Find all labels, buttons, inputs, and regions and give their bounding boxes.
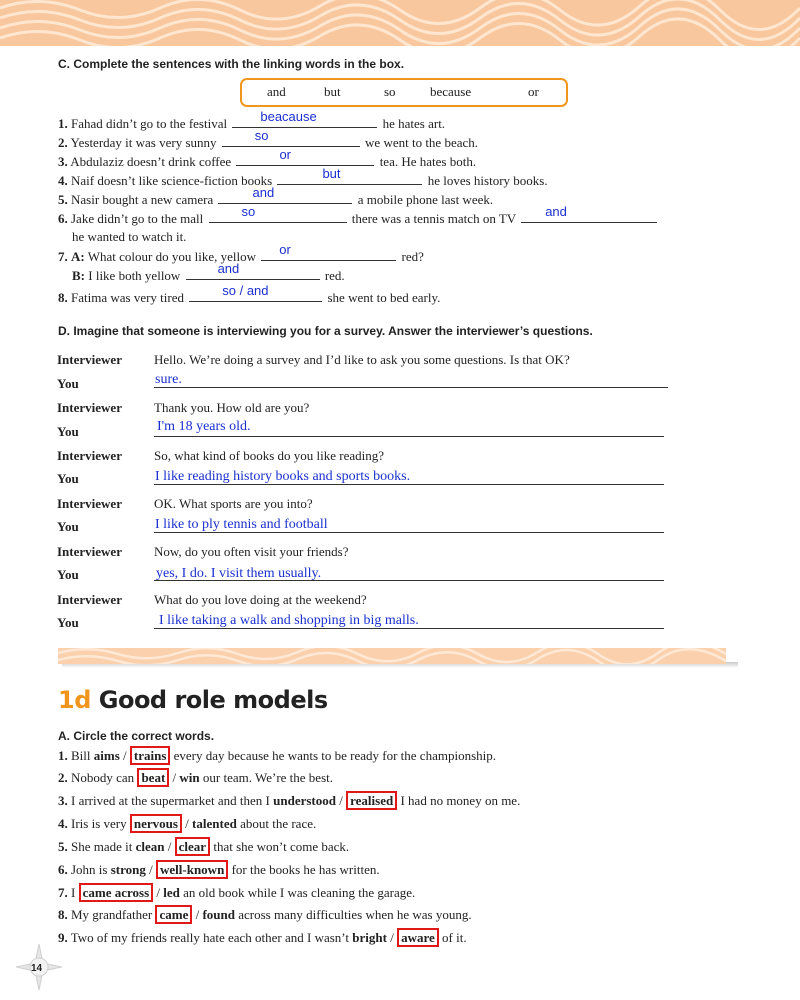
interviewer-label: Interviewer: [57, 592, 122, 607]
interviewer-label: Interviewer: [57, 400, 122, 415]
option-word[interactable]: aims: [93, 748, 120, 763]
circled-option[interactable]: came: [155, 905, 192, 924]
exercise-a-item-5: 5. She made it clean / clear that she won’t come back.: [58, 839, 350, 854]
handwritten-answer: or: [279, 147, 291, 162]
exercise-c-item-4: 4. Naif doesn’t like science-fiction books but he loves history books.: [58, 166, 548, 188]
you-label: You: [57, 519, 79, 534]
answer-line[interactable]: [154, 436, 664, 437]
box-word: and: [267, 84, 286, 99]
you-label: You: [57, 424, 79, 439]
circled-option[interactable]: well-known: [156, 860, 228, 879]
wave-pattern: [58, 648, 726, 664]
handwritten-answer: and: [545, 204, 567, 219]
option-word[interactable]: clean: [135, 839, 165, 854]
answer-line[interactable]: [154, 387, 668, 388]
interviewer-question: Now, do you often visit your friends?: [154, 544, 349, 559]
exercise-c-item-7a: 7. A: What colour do you like, yellow or red?: [58, 242, 424, 264]
handwritten-answer: I like to ply tennis and football: [155, 517, 328, 532]
option-word[interactable]: led: [163, 885, 180, 900]
box-word: so: [384, 84, 396, 99]
handwritten-answer: yes, I do. I visit them usually.: [156, 566, 322, 581]
you-label: You: [57, 471, 79, 486]
answer-blank[interactable]: [521, 204, 657, 223]
exercise-c-item-7b: B: I like both yellow and red.: [72, 261, 345, 283]
you-label: You: [57, 567, 79, 582]
exercise-a-item-7: 7. I came across / led an old book while I was cleaning the garage.: [58, 885, 416, 900]
option-word[interactable]: win: [179, 770, 200, 785]
section-a-title: A. Circle the correct words.: [58, 729, 215, 743]
interviewer-label: Interviewer: [57, 448, 122, 463]
circled-option[interactable]: realised: [346, 791, 397, 810]
answer-blank[interactable]: [189, 283, 322, 302]
section-c-title: C. Complete the sentences with the linking words in the box.: [58, 57, 405, 71]
answer-blank[interactable]: [277, 166, 422, 185]
handwritten-answer: so: [241, 204, 256, 219]
exercise-c-item-6-continued: he wanted to watch it.: [72, 229, 187, 244]
lesson-heading: [58, 686, 328, 714]
answer-blank[interactable]: [218, 185, 352, 204]
exercise-c-item-2: 2. Yesterday it was very sunny so we went to the beach.: [58, 128, 479, 150]
handwritten-answer: I like taking a walk and shopping in big malls.: [159, 613, 419, 628]
mid-decorative-band: [58, 648, 726, 664]
option-word[interactable]: talented: [192, 816, 237, 831]
you-label: You: [57, 376, 79, 391]
handwritten-answer: so / and: [222, 283, 269, 298]
circled-option[interactable]: nervous: [130, 814, 182, 833]
interviewer-question: Thank you. How old are you?: [154, 400, 310, 415]
exercise-c-item-1: 1. Fahad didn’t go to the festival beacause he hates art.: [58, 109, 446, 131]
answer-blank[interactable]: [236, 147, 374, 166]
box-word: or: [528, 84, 539, 99]
lesson-number: 1d: [58, 686, 91, 714]
handwritten-answer: I like reading history books and sports books.: [155, 469, 411, 484]
exercise-c-item-8: 8. Fatima was very tired so / and she went to bed early.: [58, 283, 441, 305]
top-decorative-band: [0, 0, 800, 46]
option-word[interactable]: understood: [273, 793, 336, 808]
handwritten-answer: and: [252, 185, 275, 200]
circled-option[interactable]: aware: [397, 928, 439, 947]
circled-option[interactable]: beat: [137, 768, 169, 787]
option-word[interactable]: found: [202, 907, 235, 922]
interviewer-question: So, what kind of books do you like reading?: [154, 448, 384, 463]
interviewer-question: Hello. We’re doing a survey and I’d like to ask you some questions. Is that OK?: [154, 352, 570, 367]
interviewer-label: Interviewer: [57, 352, 122, 367]
answer-blank[interactable]: [261, 242, 396, 261]
exercise-a-item-9: 9. Two of my friends really hate each other and I wasn’t bright / aware of it.: [58, 930, 467, 945]
handwritten-answer: sure.: [155, 372, 182, 387]
handwritten-answer: or: [279, 242, 291, 257]
handwritten-answer: but: [322, 166, 341, 181]
exercise-a-item-1: 1. Bill aims / trains every day because he wants to be ready for the championship.: [58, 748, 496, 763]
answer-blank[interactable]: [232, 109, 377, 128]
circled-option[interactable]: trains: [130, 746, 171, 765]
interviewer-question: OK. What sports are you into?: [154, 496, 313, 511]
exercise-a-item-8: 8. My grandfather came / found across many difficulties when he was young.: [58, 907, 472, 922]
section-d-title: D. Imagine that someone is interviewing you for a survey. Answer the interviewer’s questions.: [58, 324, 593, 338]
page-number: 14: [31, 963, 43, 974]
handwritten-answer: I'm 18 years old.: [157, 419, 251, 434]
exercise-c-item-3: 3. Abdulaziz doesn’t drink coffee or tea. He hates both.: [58, 147, 477, 169]
interviewer-label: Interviewer: [57, 496, 122, 511]
option-word[interactable]: strong: [110, 862, 146, 877]
handwritten-answer: and: [217, 261, 240, 276]
linking-words-box: [240, 78, 568, 107]
answer-blank[interactable]: [209, 204, 347, 223]
lesson-title: Good role models: [98, 686, 328, 714]
answer-blank[interactable]: [222, 128, 360, 147]
exercise-c-item-5: 5. Nasir bought a new camera and a mobile phone last week.: [58, 185, 494, 207]
exercise-a-item-6: 6. John is strong / well-known for the books he has written.: [58, 862, 380, 877]
circled-option[interactable]: came across: [79, 883, 154, 902]
you-label: You: [57, 615, 79, 630]
interviewer-label: Interviewer: [57, 544, 122, 559]
handwritten-answer: beacause: [260, 109, 317, 124]
handwritten-answer: so: [254, 128, 269, 143]
exercise-c-item-6: 6. Jake didn’t go to the mall so there was a tennis match on TV and: [58, 209, 659, 227]
box-word: because: [430, 84, 472, 99]
exercise-a-item-4: 4. Iris is very nervous / talented about the race.: [58, 816, 317, 831]
option-word[interactable]: bright: [352, 930, 387, 945]
interviewer-question: What do you love doing at the weekend?: [154, 592, 367, 607]
circled-option[interactable]: clear: [175, 837, 210, 856]
exercise-a-item-2: 2. Nobody can beat / win our team. We’re the best.: [58, 770, 333, 785]
box-word: but: [324, 84, 341, 99]
wave-pattern: [0, 0, 800, 46]
answer-blank[interactable]: [186, 261, 320, 280]
exercise-a-item-3: 3. I arrived at the supermarket and then I understood / realised I had no money on me.: [58, 793, 521, 808]
